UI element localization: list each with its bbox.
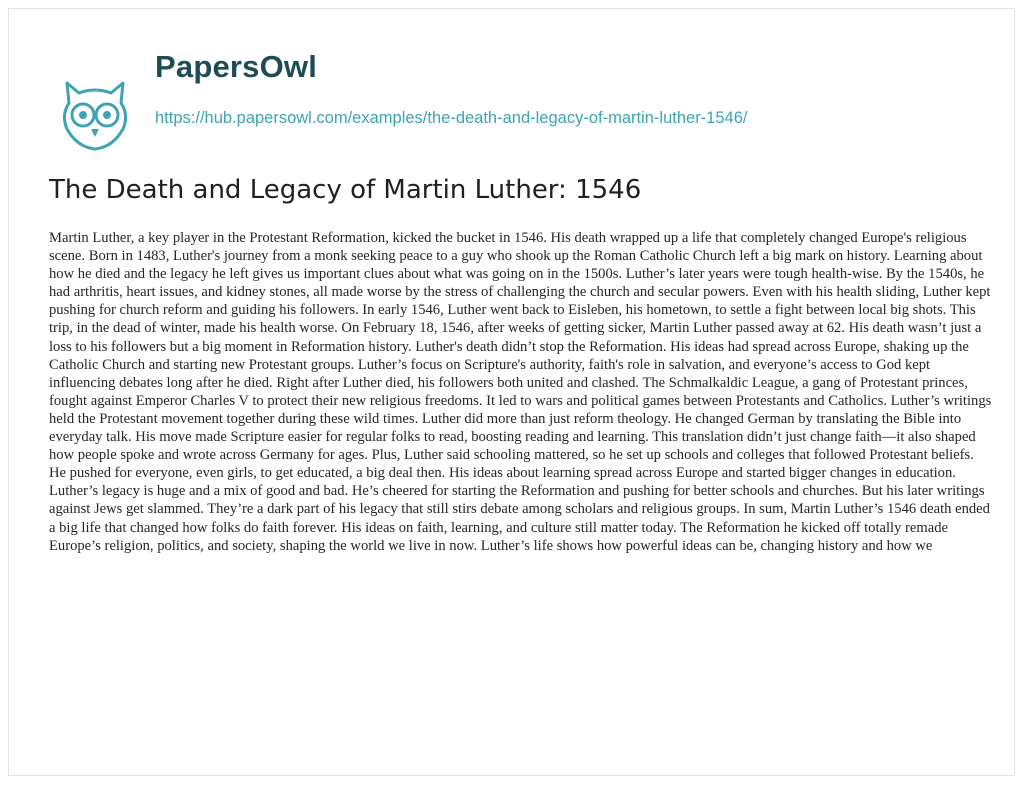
page-title: The Death and Legacy of Martin Luther: 1546 [49, 175, 642, 205]
owl-logo-icon [51, 69, 139, 157]
article-body: Martin Luther, a key player in the Protestant Reformation, kicked the bucket in 1546. His death wrapped up a life that completely changed Europe's religious scene. Born in 1483, Luther's journey from a monk seeking peace to a guy who shook up the Roman Catholic Church left a big mark on history. Learning about how he died and the legacy he left gives us important clues about what was going on in the 1500s. Luther’s later years were tough health-wise. By the 1540s, he had arthritis, heart issues, and kidney stones, all made worse by the stress of challenging the church and secular powers. Even with his health sliding, Luther kept pushing for church reform and guiding his followers. In early 1546, Luther went back to Eisleben, his hometown, to settle a fight between local big shots. This trip, in the dead of winter, made his health worse. On February 18, 1546, after weeks of getting sicker, Martin Luther passed away at 62. His death wasn’t just a loss to his followers but a big moment in Reformation history. Luther's death didn’t stop the Reformation. His ideas had spread across Europe, shaking up the Catholic Church and starting new Protestant groups. Luther’s focus on Scripture's authority, faith's role in salvation, and everyone’s access to God kept influencing debates long after he died. Right after Luther died, his followers both united and clashed. The Schmalkaldic League, a gang of Protestant princes, fought against Emperor Charles V to protect their new religious freedoms. It led to wars and political games between Protestants and Catholics. Luther’s writings held the Protestant movement together during these wild times. Luther did more than just reform theology. He changed German by translating the Bible into everyday talk. His move made Scripture easier for regular folks to read, boosting reading and learning. This translation didn’t just change faith—it also shaped how people spoke and wrote across Germany for ages. Plus, Luther said schooling mattered, so he set up schools and colleges that followed Protestant beliefs. He pushed for everyone, even girls, to get educated, a big deal then. His ideas about learning spread across Europe and started bigger changes in education. Luther’s legacy is huge and a mix of good and bad. He’s cheered for starting the Reformation and pushing for better schools and churches. But his later writings against Jews get slammed. They’re a dark part of his legacy that still stirs debate among scholars and religious groups. In sum, Martin Luther’s 1546 death ended a big life that changed how folks do faith forever. His ideas on faith, learning, and culture still matter today. The Reformation he kicked off totally remade Europe’s religion, politics, and society, shaping the world we live in now. Luther’s life shows how powerful ideas can be, changing history and how we [49, 230, 992, 554]
source-url-link[interactable]: https://hub.papersowl.com/examples/the-death-and-legacy-of-martin-luther-1546/ [155, 109, 748, 127]
document-header [9, 9, 1014, 159]
brand-name: PapersOwl [155, 49, 318, 84]
document-page [8, 8, 1015, 776]
